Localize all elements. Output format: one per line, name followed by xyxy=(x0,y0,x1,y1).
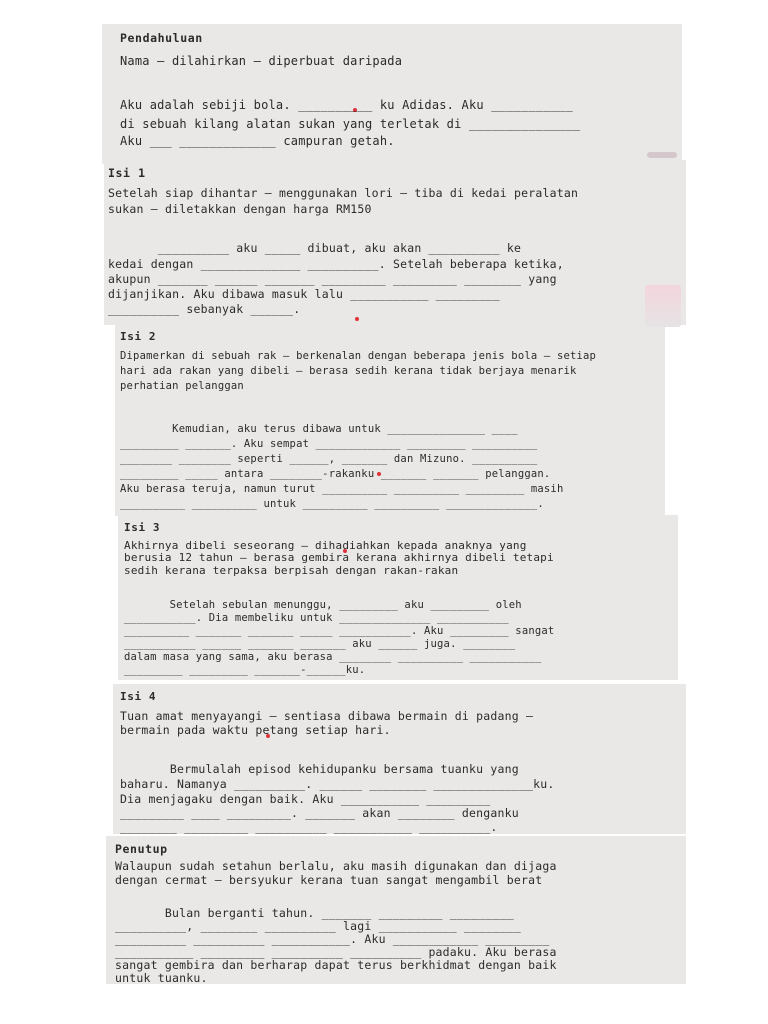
essay-line: _________ _____ antara ________-rakanku _______ _______ pelanggan. xyxy=(120,468,551,480)
essay-line: _________ _________ _______-______ku. xyxy=(124,664,366,676)
section-heading: Isi 2 xyxy=(120,330,157,343)
section-heading: Penutup xyxy=(115,842,168,856)
essay-line: sangat gembira dan berharap dapat terus berkhidmat dengan baik xyxy=(115,958,557,972)
essay-line: Kemudian, aku terus dibawa untuk _______________ ____ xyxy=(120,423,518,435)
essay-line: ________ ________ seperti ______, _______ dan Mizuno. __________ xyxy=(120,453,538,465)
summary-line: sukan – diletakkan dengan harga RM150 xyxy=(108,202,372,216)
essay-line: ___________. Dia membeliku untuk ______________ ___________ xyxy=(124,612,509,624)
essay-line: kedai dengan ______________ __________. Setelah beberapa ketika, xyxy=(108,257,564,271)
essay-line: __________ _______ _______ _____ ___________. Aku _________ sangat xyxy=(124,625,555,637)
summary-line: berusia 12 tahun – berasa gembira kerana akhirnya dibeli tetapi xyxy=(124,551,554,564)
section-heading: Isi 4 xyxy=(120,690,157,703)
essay-line: di sebuah kilang alatan sukan yang terletak di _______________ xyxy=(120,117,581,131)
summary-line: Tuan amat menyayangi – sentiasa dibawa bermain di padang – xyxy=(120,709,534,723)
essay-line: __________, ________ __________ lagi ___________ ________ xyxy=(115,919,522,933)
essay-line: akupun _______ ______ _______ _________ _________ ________ yang xyxy=(108,272,557,286)
summary-line: dengan cermat – bersyukur kerana tuan sangat mengambil berat xyxy=(115,873,543,887)
essay-line: __________ __________ untuk __________ __________ ______________. xyxy=(120,498,544,510)
essay-line: Setelah sebulan menunggu, _________ aku _________ oleh xyxy=(124,599,522,611)
section-heading: Pendahuluan xyxy=(120,31,203,45)
essay-line: ________ _________ __________ ___________ __________. xyxy=(120,820,498,834)
summary-line: Dipamerkan di sebuah rak – berkenalan dengan beberapa jenis bola – setiap xyxy=(120,350,597,362)
section-heading: Isi 1 xyxy=(108,166,146,180)
essay-line: Bermulalah episod kehidupanku bersama tuanku yang xyxy=(120,762,519,776)
summary-line: Walaupun sudah setahun berlalu, aku masih digunakan dan dijaga xyxy=(115,859,557,873)
essay-line: Aku berasa teruja, namun turut __________ __________ _________ masih xyxy=(120,483,564,495)
essay-line: dalam masa yang sama, aku berasa ________ __________ ___________ xyxy=(124,651,542,663)
essay-line: _________ ____ _________. _______ akan ________ denganku xyxy=(120,806,519,820)
essay-line: dijanjikan. Aku dibawa masuk lalu ___________ _________ xyxy=(108,287,500,301)
essay-line: __________ sebanyak ______. xyxy=(108,302,301,316)
scan-smudge xyxy=(647,152,677,158)
essay-line: Dia menjagaku dengan baik. Aku ___________ _________ xyxy=(120,792,491,806)
essay-line: baharu. Namanya __________. ______ ________ ______________ku. xyxy=(120,777,555,791)
essay-line: ___________ ______ _______ _______ aku ______ juga. ________ xyxy=(124,638,516,650)
summary-line: Setelah siap dihantar – menggunakan lori – tiba di kedai peralatan xyxy=(108,186,579,200)
essay-line: Aku ___ _____________ campuran getah. xyxy=(120,134,395,148)
summary-line: sedih kerana terpaksa berpisah dengan rakan-rakan xyxy=(124,564,459,577)
summary-line: perhatian pelanggan xyxy=(120,380,244,392)
essay-line: ___________ _________ __________ __________ padaku. Aku berasa xyxy=(115,945,557,959)
essay-line: Bulan berganti tahun. _______ _________ _________ xyxy=(115,906,514,920)
essay-line: __________ __________ ___________. Aku ____________ _________ xyxy=(115,932,550,946)
essay-line: _________ _______. Aku sempat _____________ _________ __________ xyxy=(120,438,538,450)
summary-line: bermain pada waktu petang setiap hari. xyxy=(120,723,391,737)
essay-line: __________ aku _____ dibuat, aku akan __________ ke xyxy=(108,241,522,255)
essay-line: untuk tuanku. xyxy=(115,971,208,985)
section-heading: Isi 3 xyxy=(124,521,161,534)
red-mark xyxy=(355,317,359,321)
summary-line: Nama – dilahirkan – diperbuat daripada xyxy=(120,54,403,68)
scan-smudge-pink xyxy=(645,285,681,327)
essay-line: Aku adalah sebiji bola. __________ ku Adidas. Aku ___________ xyxy=(120,98,573,112)
summary-line: Akhirnya dibeli seseorang – dihadiahkan kepada anaknya yang xyxy=(124,539,527,552)
summary-line: hari ada rakan yang dibeli – berasa sedih kerana tidak berjaya menarik xyxy=(120,365,577,377)
